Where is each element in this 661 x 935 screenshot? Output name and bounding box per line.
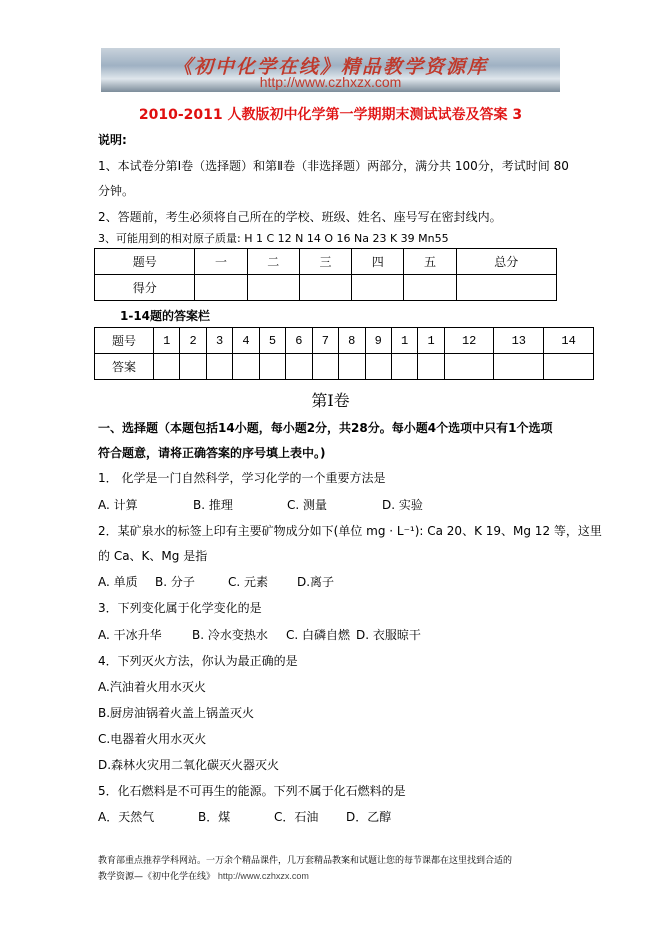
question-2-cont: 的 Ca、K、Mg 是指 — [98, 549, 208, 563]
answer-header-number: 4 — [233, 328, 259, 354]
answer-header-number: 1 — [154, 328, 180, 354]
volume-heading: 第Ⅰ卷 — [311, 391, 350, 410]
answer-header-number: 5 — [259, 328, 285, 354]
answer-row-label: 答案 — [95, 354, 154, 380]
answer-header-number: 3 — [206, 328, 232, 354]
option: B. 推理 — [193, 498, 233, 512]
score-cell[interactable] — [456, 275, 556, 301]
notes-heading: 说明: — [98, 133, 127, 147]
option: A. 计算 — [98, 498, 138, 512]
answer-table — [94, 327, 594, 380]
option: B. 冷水变热水 — [192, 628, 268, 642]
option: A．天然气 — [98, 810, 155, 824]
score-cell[interactable] — [195, 275, 247, 301]
footer-site: 教学资源—《初中化学在线》 — [98, 872, 216, 882]
answer-header-number: 12 — [444, 328, 494, 354]
score-cell[interactable] — [404, 275, 456, 301]
question-5: 5．化石燃料是不可再生的能源。下列不属于化石燃料的是 — [98, 784, 406, 798]
option: D．乙醇 — [346, 810, 392, 824]
score-header: 五 — [404, 249, 456, 275]
option: C. 测量 — [287, 498, 328, 512]
answer-header-label: 题号 — [95, 328, 154, 354]
score-header: 总分 — [456, 249, 556, 275]
answer-header-number: 14 — [544, 328, 594, 354]
option: A.汽油着火用水灭火 — [98, 680, 206, 694]
option: C．石油 — [274, 810, 319, 824]
answer-cell[interactable] — [391, 354, 417, 380]
question-4: 4．下列灭火方法，你认为最正确的是 — [98, 654, 298, 668]
answer-header-number: 2 — [180, 328, 206, 354]
answer-cell[interactable] — [154, 354, 180, 380]
note-1-cont: 分钟。 — [98, 184, 135, 198]
answer-header-number: 9 — [365, 328, 391, 354]
answer-cell[interactable] — [286, 354, 312, 380]
option: D.森林火灾用二氧化碳灭火器灭火 — [98, 758, 280, 772]
question-3: 3．下列变化属于化学变化的是 — [98, 601, 262, 615]
answer-cell[interactable] — [180, 354, 206, 380]
option: B. 分子 — [155, 575, 195, 589]
answer-cell[interactable] — [312, 354, 338, 380]
option: C.电器着火用水灭火 — [98, 732, 207, 746]
option: A. 单质 — [98, 575, 138, 589]
answer-header-number: 1 — [418, 328, 444, 354]
score-header: 一 — [195, 249, 247, 275]
answer-cell[interactable] — [544, 354, 594, 380]
footer-line-1: 教育部重点推荐学科网站。一万余个精品课件，几万套精品教案和试题让您的每节课都在这里找到合适的 — [98, 856, 513, 866]
option: C. 元素 — [228, 575, 269, 589]
site-banner — [101, 48, 560, 92]
score-cell[interactable] — [299, 275, 351, 301]
option: D. 衣服晾干 — [356, 628, 421, 642]
score-cell[interactable] — [352, 275, 404, 301]
note-2: 2、答题前，考生必须将自己所在的学校、班级、姓名、座号写在密封线内。 — [98, 210, 502, 224]
answer-cell[interactable] — [259, 354, 285, 380]
score-header: 题号 — [95, 249, 195, 275]
note-1: 1、本试卷分第Ⅰ卷（选择题）和第Ⅱ卷（非选择题）两部分，满分共 100分，考试时间 80 — [98, 159, 569, 173]
score-cell[interactable] — [247, 275, 299, 301]
section-heading-cont: 符合题意，请将正确答案的序号填上表中。) — [98, 446, 326, 460]
score-header: 二 — [247, 249, 299, 275]
option: D. 实验 — [382, 498, 423, 512]
banner-title: 《初中化学在线》精品教学资源库 — [172, 56, 488, 78]
answer-cell[interactable] — [206, 354, 232, 380]
answer-cell[interactable] — [418, 354, 444, 380]
answer-cell[interactable] — [444, 354, 494, 380]
option: A. 干冰升华 — [98, 628, 162, 642]
score-header: 四 — [352, 249, 404, 275]
answer-header-number: 13 — [494, 328, 544, 354]
answer-header-number: 8 — [339, 328, 365, 354]
option: B．煤 — [198, 810, 231, 824]
answer-header-number: 7 — [312, 328, 338, 354]
score-row-label: 得分 — [95, 275, 195, 301]
option: C. 白磷自燃 — [286, 628, 351, 642]
footer-line-2 — [98, 869, 309, 882]
score-header: 三 — [299, 249, 351, 275]
question-1: 1． 化学是一门自然科学，学习化学的一个重要方法是 — [98, 471, 386, 485]
answer-header-number: 1 — [391, 328, 417, 354]
answer-table-title: 1-14题的答案栏 — [120, 309, 211, 323]
document-title: 2010-2011 人教版初中化学第一学期期末测试试卷及答案 3 — [138, 107, 523, 123]
option: B.厨房油锅着火盖上锅盖灭火 — [98, 706, 255, 720]
answer-cell[interactable] — [233, 354, 259, 380]
answer-header-number: 6 — [286, 328, 312, 354]
option: D.离子 — [297, 575, 335, 589]
question-2: 2．某矿泉水的标签上印有主要矿物成分如下(单位 mg · L⁻¹): Ca 20、K 19、Mg 12 等，这里 — [98, 524, 602, 538]
section-heading: 一、选择题（本题包括14小题，每小题2分，共28分。每小题4个选项中只有1个选项 — [98, 421, 553, 435]
answer-cell[interactable] — [339, 354, 365, 380]
footer-url[interactable]: http://www.czhxzx.com — [217, 871, 309, 881]
answer-cell[interactable] — [494, 354, 544, 380]
note-3: 3、可能用到的相对原子质量: H 1 C 12 N 14 O 16 Na 23 K 39 Mn55 — [98, 232, 449, 245]
banner-url[interactable]: http://www.czhxzx.com — [259, 74, 402, 90]
answer-cell[interactable] — [365, 354, 391, 380]
score-table — [94, 248, 557, 301]
